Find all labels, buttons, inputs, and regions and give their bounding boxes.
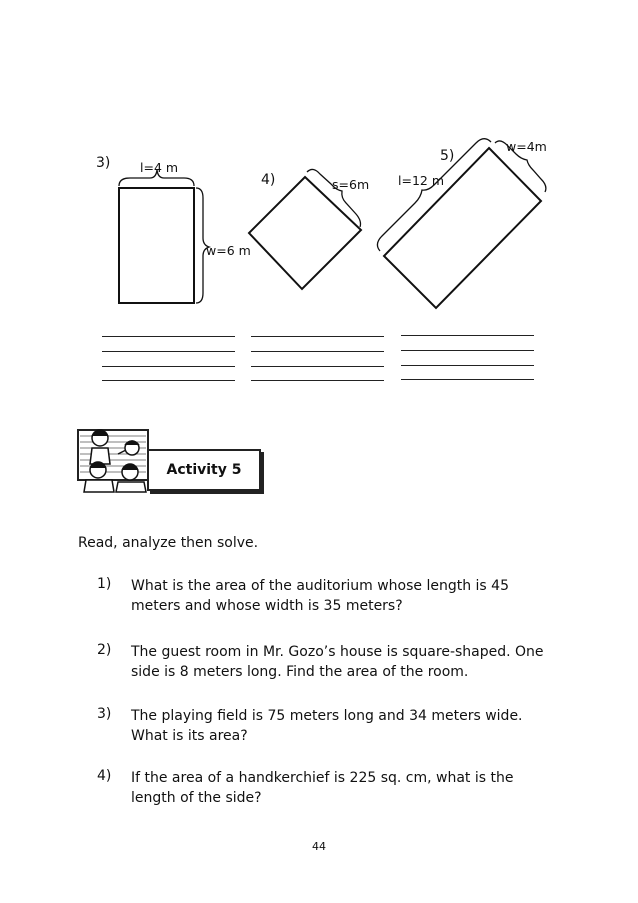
figure-4-number: 4) bbox=[261, 172, 276, 188]
answer-line bbox=[401, 350, 534, 351]
answer-line bbox=[251, 380, 384, 381]
question-line: length of the side? bbox=[131, 790, 262, 806]
activity-title: Activity 5 bbox=[166, 462, 242, 478]
figure-5-length-brace bbox=[377, 139, 491, 251]
question-line: What is its area? bbox=[131, 728, 248, 744]
answer-line bbox=[401, 365, 534, 366]
answer-line bbox=[251, 336, 384, 337]
answer-line bbox=[102, 336, 235, 337]
question-line: If the area of a handkerchief is 225 sq. cm, what is the bbox=[131, 770, 514, 786]
page-number: 44 bbox=[312, 840, 326, 853]
question-text bbox=[131, 768, 561, 808]
figure-3-width-label: w=6 m bbox=[206, 243, 251, 258]
answer-line bbox=[251, 366, 384, 367]
answer-line bbox=[102, 366, 235, 367]
question-line: side is 8 meters long. Find the area of the room. bbox=[131, 664, 469, 680]
figure-3-length-label: l=4 m bbox=[140, 160, 179, 175]
question-line: The playing field is 75 meters long and 34 meters wide. bbox=[131, 708, 523, 724]
answer-line bbox=[102, 351, 235, 352]
question-line: The guest room in Mr. Gozo’s house is square-shaped. One bbox=[131, 644, 544, 660]
figure-4-side-label: s=6m bbox=[332, 177, 370, 192]
figure-5-width-label: w=4m bbox=[506, 139, 547, 154]
figure-3-number: 3) bbox=[96, 155, 111, 171]
figure-5-rectangle bbox=[384, 148, 541, 308]
question-line: meters and whose width is 35 meters? bbox=[131, 598, 403, 614]
question-number: 4) bbox=[97, 768, 112, 784]
question-line: What is the area of the auditorium whose length is 45 bbox=[131, 578, 509, 594]
answer-line bbox=[401, 379, 534, 380]
answer-line bbox=[102, 380, 235, 381]
instructions-text: Read, analyze then solve. bbox=[78, 535, 259, 551]
figure-3-rectangle bbox=[119, 188, 194, 303]
question-number: 1) bbox=[97, 576, 112, 592]
question-number: 3) bbox=[97, 706, 112, 722]
figure-5-number: 5) bbox=[440, 148, 455, 164]
answer-line bbox=[251, 351, 384, 352]
figure-5-length-label: l=12 m bbox=[398, 173, 445, 188]
question-text bbox=[131, 706, 561, 746]
question-text bbox=[131, 576, 561, 616]
answer-line bbox=[401, 335, 534, 336]
activity-banner bbox=[147, 449, 261, 491]
figure-4-square bbox=[249, 177, 361, 289]
question-number: 2) bbox=[97, 642, 112, 658]
question-text bbox=[131, 642, 561, 682]
